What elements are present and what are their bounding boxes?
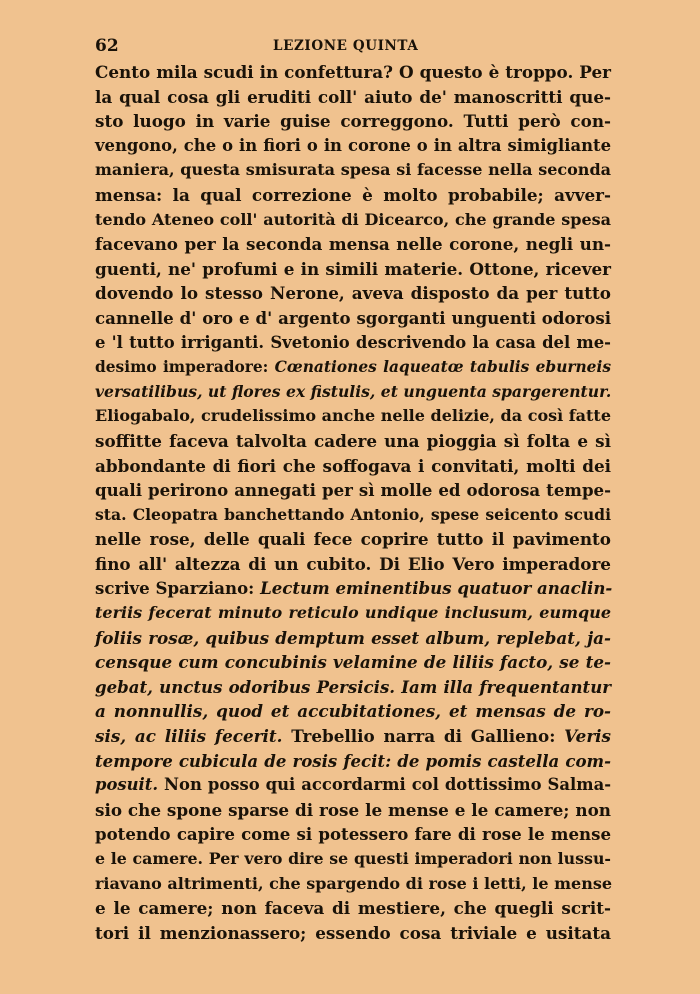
body-text xyxy=(95,60,611,945)
text-segment: Non posso qui accordarmi col dottissimo Salma- xyxy=(158,775,611,795)
text-line xyxy=(95,576,611,601)
text-line xyxy=(95,355,611,380)
text-segment: guenti, ne' profumi e in simili materie. Ottone, ricever xyxy=(95,258,611,279)
text-line xyxy=(95,183,611,208)
text-line xyxy=(95,281,611,306)
page-header xyxy=(95,34,611,60)
text-segment: quali perirono annegati per sì molle ed odorosa tempe- xyxy=(95,480,611,501)
text-segment: la qual cosa gli eruditi coll' aiuto de' manoscritti que- xyxy=(95,86,611,107)
italic-text: censque cum concubinis velamine de liliis facto, se te- xyxy=(95,652,611,673)
text-segment: soffitte faceva talvolta cadere una pioggia sì folta e sì xyxy=(95,430,611,451)
text-line xyxy=(95,626,611,651)
text-segment: e le camere. Per vero dire se questi imperadori non lussu- xyxy=(95,849,611,868)
text-line xyxy=(95,847,611,872)
text-line xyxy=(95,429,611,454)
text-segment: potendo capire come si potessero fare di rose le mense xyxy=(95,824,611,845)
text-segment: desimo imperadore: xyxy=(95,358,275,377)
text-segment: scrive Sparziano: xyxy=(95,578,261,599)
text-line xyxy=(95,699,611,724)
text-segment: facevano per la seconda mensa nelle corone, negli un- xyxy=(95,234,611,255)
text-segment: nelle rose, delle quali fece coprire tutto il pavimento xyxy=(95,529,611,550)
text-line xyxy=(95,109,611,134)
italic-text: teriis fecerat minuto reticulo undique inclusum, eumque xyxy=(95,603,611,623)
text-segment: e le camere; non faceva di mestiere, che quegli scrit- xyxy=(95,898,611,919)
italic-text: Lectum eminentibus quatuor anaclin- xyxy=(260,578,613,599)
text-line xyxy=(95,257,611,282)
text-segment: cannelle d' oro e d' argento sgorganti unguenti odorosi xyxy=(95,307,611,328)
book-page xyxy=(95,34,611,945)
text-line xyxy=(95,724,611,749)
text-line xyxy=(95,134,611,159)
text-line xyxy=(95,454,611,479)
text-line xyxy=(95,650,611,675)
text-segment: fino all' altezza di un cubito. Di Elio Vero imperadore xyxy=(95,553,611,574)
italic-text: gebat, unctus odoribus Persicis. Iam illa frequentantur xyxy=(95,676,611,697)
text-line xyxy=(95,921,611,946)
text-segment: sio che spone sparse di rose le mense e le camere; non xyxy=(95,799,611,820)
text-segment: Trebellio narra di Gallieno: xyxy=(282,726,565,747)
text-segment: Cento mila scudi in confettura? O questo è troppo. Per xyxy=(95,62,611,82)
text-line xyxy=(95,208,611,233)
italic-text: foliis rosæ, quibus demptum esset album, replebat, ja- xyxy=(95,627,611,648)
text-segment: sto luogo in varie guise correggono. Tutti però con- xyxy=(95,111,611,132)
text-line xyxy=(95,404,611,429)
text-line xyxy=(95,331,611,356)
text-line xyxy=(95,232,611,257)
text-line xyxy=(95,380,611,405)
text-line xyxy=(95,601,611,626)
text-segment: vengono, che o in fiori o in corone o in altra simigliante xyxy=(95,135,611,155)
text-segment: riavano altrimenti, che spargendo di rose i letti, le mense xyxy=(95,873,613,893)
text-line xyxy=(95,749,611,774)
text-segment: e 'l tutto irriganti. Svetonio descrivendo la casa del me- xyxy=(95,332,611,352)
text-segment: dovendo lo stesso Nerone, aveva disposto da per tutto xyxy=(95,283,611,304)
running-head: LEZIONE QUINTA xyxy=(273,38,419,54)
text-line xyxy=(95,773,611,798)
text-line xyxy=(95,896,611,921)
text-line xyxy=(95,60,611,85)
text-line xyxy=(95,798,611,823)
text-line xyxy=(95,872,611,897)
text-line xyxy=(95,85,611,110)
italic-text: Veris xyxy=(564,726,611,747)
italic-text: sis, ac liliis fecerit. xyxy=(95,726,283,747)
text-line xyxy=(95,527,611,552)
text-segment: tendo Ateneo coll' autorità di Dicearco, che grande spesa xyxy=(95,209,611,229)
text-segment: Eliogabalo, crudelissimo anche nelle delizie, da così fatte xyxy=(95,406,611,426)
text-line xyxy=(95,822,611,847)
text-line xyxy=(95,675,611,700)
text-line xyxy=(95,158,611,183)
page-number: 62 xyxy=(95,36,119,56)
italic-text: Cœnationes laqueatœ tabulis eburneis xyxy=(274,358,611,377)
text-line xyxy=(95,552,611,577)
italic-text: tempore cubicula de rosis fecit: de pomis castella com- xyxy=(95,750,611,771)
italic-text: a nonnullis, quod et accubitationes, et mensas de ro- xyxy=(95,701,611,722)
italic-text: versatilibus, ut flores ex fistulis, et unguenta spargerentur. xyxy=(95,381,612,401)
text-segment: tori il menzionassero; essendo cosa triviale e usitata xyxy=(95,922,611,943)
text-segment: sta. Cleopatra banchettando Antonio, spese seicento scudi xyxy=(95,504,611,524)
text-segment: maniera, questa smisurata spesa si facesse nella seconda xyxy=(95,160,611,180)
text-segment: mensa: la qual correzione è molto probabile; avver- xyxy=(95,184,611,205)
italic-text: posuit. xyxy=(95,775,159,795)
text-segment: abbondante di fiori che soffogava i convitati, molti dei xyxy=(95,455,611,476)
text-line xyxy=(95,478,611,503)
text-line xyxy=(95,503,611,528)
text-line xyxy=(95,306,611,331)
